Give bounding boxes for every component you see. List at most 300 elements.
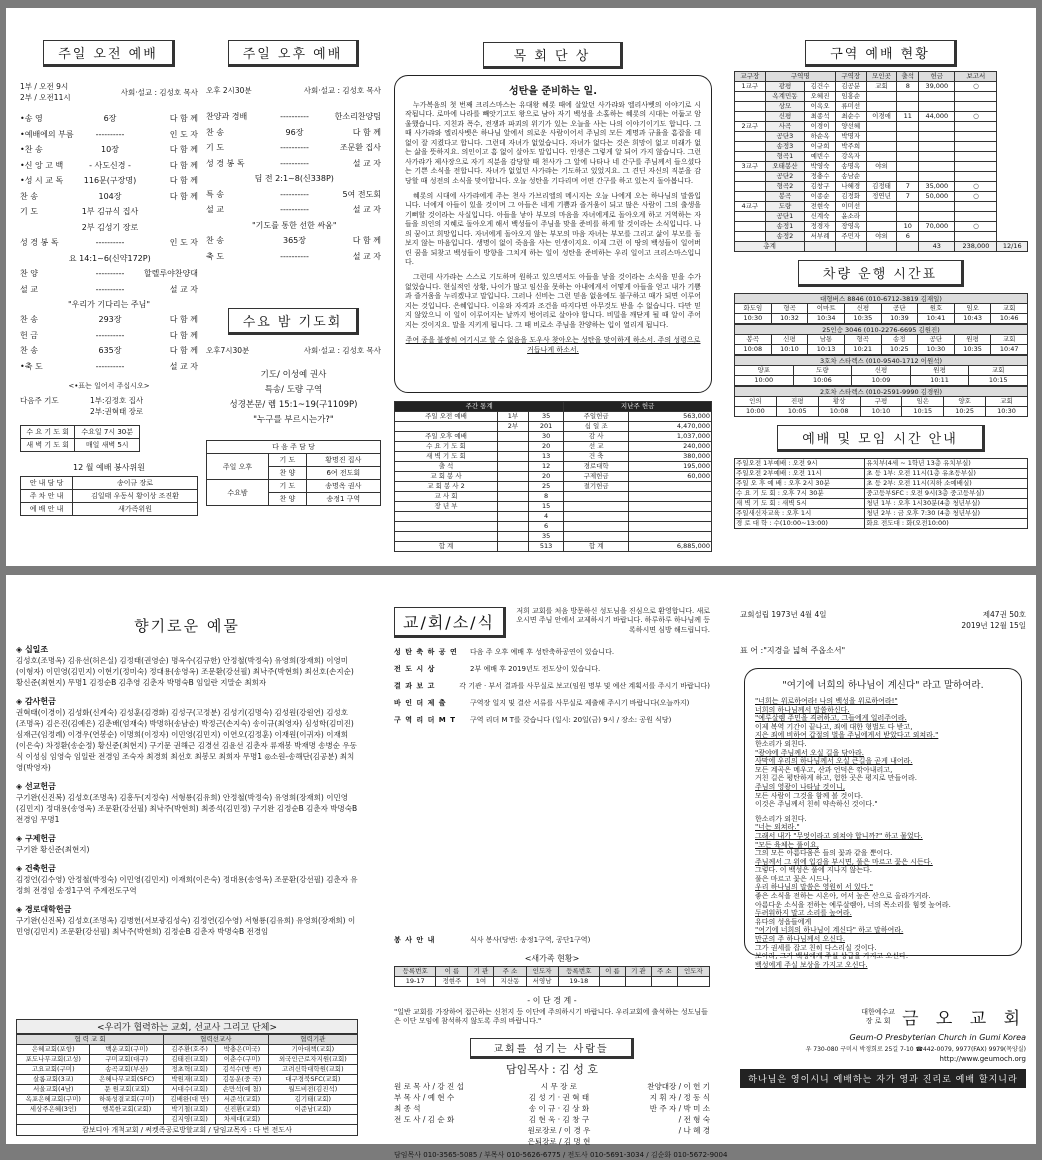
news-title: 교/회/소/식 [394, 607, 506, 638]
bus-stop: 신평 [852, 366, 911, 376]
pastor-column-title: 목 회 단 상 [483, 42, 624, 69]
district-cell [919, 162, 955, 172]
order-item: 기 도 [20, 207, 38, 216]
scripture-line: 주님께서 그 위에 입김을 부시면, 풀은 마르고 꽃은 시든다. [755, 857, 933, 866]
bus-time: 10:21 [844, 345, 881, 355]
district-cell: 정연년 [866, 192, 897, 202]
table-row [395, 492, 712, 502]
stats-cell: 합 계 [395, 542, 498, 552]
bus-stop: 원호 [918, 304, 955, 314]
district-cell [866, 102, 897, 112]
order-item: •송 영 [20, 114, 43, 123]
district-total-cell: 238,000 [955, 242, 997, 252]
staff-cell: / 전 형 숙 [678, 1114, 710, 1124]
staff-cell: 원 로 목 사 / 강 진 섭 [394, 1081, 464, 1091]
district-cell: 형곡2 [765, 182, 805, 192]
stats-cell: 수 요 기 도 회 [395, 442, 498, 452]
wednesday-prayer-leader: 기도/ 이성예 권사 [260, 370, 327, 380]
morning-order-2 [20, 312, 198, 374]
district-cell [919, 132, 955, 142]
scripture-line: 한소리가 외친다. [755, 814, 807, 823]
district-cell: 공단1 [765, 212, 805, 222]
order-leader: 다 함 께 [352, 127, 381, 137]
coop-cell: 김태진(교회) [163, 1055, 215, 1065]
order-leader: 조문환 집사 [339, 143, 381, 152]
order-detail: 딤 전 2:1~8(신338P) [254, 174, 334, 183]
district-cell [955, 152, 997, 162]
table-row [735, 142, 1028, 152]
scripture-line: 두려워하지 말고 소리를 높여라. [755, 909, 852, 918]
news-item-label: 결 과 보 고 [394, 682, 436, 690]
bus-time: 10:08 [735, 345, 772, 355]
scripture-line: 이제 복역 기간이 끝나고, 죄에 대한 형벌도 다 받고, [755, 722, 913, 731]
offering-cell: 1,037,000 [628, 432, 711, 442]
order-row [206, 125, 381, 141]
coop-cell: 김지영(교회) [163, 1115, 215, 1125]
table-header: 주 소 [651, 967, 677, 977]
district-cell: 나혜경 [835, 182, 866, 192]
district-cell: 이경애 [866, 112, 897, 122]
order-item: •예배에의 부름 [20, 129, 74, 139]
district-total-cell [897, 242, 919, 252]
district-cell [897, 162, 919, 172]
district-cell: 김건수 [805, 82, 836, 92]
offering-heading: ◈ 선교헌금 [16, 782, 56, 791]
table-header: 등록번호 [558, 967, 599, 977]
staff-cell: 찬양대장 / 이 헌 기 [647, 1081, 710, 1091]
stats-cell: 4 [528, 512, 563, 522]
order-leader: 다 함 께 [169, 330, 198, 340]
district-column [734, 16, 1028, 558]
district-total-cell [805, 242, 836, 252]
table-header-row [17, 1035, 358, 1045]
stats-cell [498, 472, 529, 482]
stats-cell: 주일 오후 예배 [395, 432, 498, 442]
next-week-prayer: 다음주 기도 1부:김정호 집사 2부:권혁태 장로 [20, 396, 144, 417]
order-item [20, 220, 82, 236]
district-cell [919, 212, 955, 222]
stats-cell: 20 [528, 472, 563, 482]
offering-cell [628, 482, 711, 492]
offering-cell: 240,000 [628, 442, 711, 452]
table-header: 협 력 교 회 [17, 1035, 164, 1045]
district-cell [897, 202, 919, 212]
table-row [735, 232, 1028, 242]
table-row [735, 345, 1028, 355]
bus-route-table [734, 396, 1028, 417]
coop-cell [90, 1115, 163, 1125]
order-detail: ---------- [95, 129, 125, 139]
district-cell: 4교구 [735, 202, 766, 212]
table-row [735, 479, 1028, 489]
newcomer-cell [651, 977, 677, 987]
district-cell: 장영옥 [835, 222, 866, 232]
scripture-line: 모든 계곡은 메우고, 산과 언덕은 깎아내리고, [755, 765, 893, 774]
newcomer-table [394, 966, 710, 987]
district-cell: 신계숙 [805, 212, 836, 222]
coop-cell: 월드비전(김진석) [268, 1085, 357, 1095]
scripture-line: "너는 외쳐라." [755, 823, 800, 832]
district-total-cell: 43 [919, 242, 955, 252]
district-cell: 윤소라 [835, 212, 866, 222]
table-header: 주 소 [494, 967, 526, 977]
district-cell: 전현숙 [805, 202, 836, 212]
district-cell [866, 122, 897, 132]
table-header: 인도자 [526, 967, 558, 977]
next-week-duty-table: 다 음 주 담 당 주일 오후 기 도 황명진 집사 찬 양 6여 전도회 수요밤 기 도 송명옥 권사 찬 양 송정1 구역 [206, 440, 381, 506]
district-cell [735, 152, 766, 162]
district-cell: 김공분 [835, 82, 866, 92]
stats-cell: 출 석 [395, 462, 498, 472]
bus-time: 10:39 [881, 314, 918, 324]
news-item-label: 전 도 시 상 [394, 665, 436, 673]
order-leader: 다 함 께 [352, 236, 381, 245]
stats-cell: 주일 오전 예배 [395, 412, 498, 422]
district-cell: 이경이 [805, 122, 836, 132]
stats-cell [498, 442, 529, 452]
district-cell [919, 142, 955, 152]
district-cell: 류미선 [835, 102, 866, 112]
offering-cell: 합 계 [564, 542, 629, 552]
district-cell: 야외 [866, 232, 897, 242]
district-cell [735, 212, 766, 222]
bus-route-name: 2호차 스타렉스 (010-2591-9990 김경원) [734, 386, 1028, 396]
coop-cell: 행복한교회(교회) [90, 1105, 163, 1115]
bus-route-name: 3호차 스타렉스 (010-9540-1712 이원석) [734, 355, 1028, 365]
news-item-text: 2부 예배 후 2019년도 전도상이 있습니다. [470, 665, 601, 673]
district-total-cell: 12/16 [997, 242, 1028, 252]
schedule-cell: 주일오전 2부예배 : 오전 11시 [735, 469, 865, 479]
table-header: 협력선교사 [163, 1035, 268, 1045]
district-cell: 이미선 [835, 202, 866, 212]
bus-time: 10:15 [902, 407, 944, 417]
scripture-line: 보아라, 그가 백성에게 주실 상급을 가지고 오신다. [755, 952, 909, 961]
offering-cell [564, 492, 629, 502]
bus-time: 10:32 [771, 314, 808, 324]
news-item-text: 다음 주 오후 예배 후 성탄축하공연이 있습니다. [470, 648, 615, 656]
stats-cell [498, 502, 529, 512]
newcomer-cell: 1여 [468, 977, 494, 987]
bus-time: 10:34 [808, 314, 845, 324]
district-cell: 송정3 [765, 142, 805, 152]
morning-preacher: 사회·설교 : 김성호 목사 [120, 87, 198, 97]
scripture-line: 유다의 성읍들에게 [755, 917, 812, 926]
scripture-title: "여기에 너희의 하나님이 계신다" 라고 말하여라. [782, 680, 984, 691]
order-item: 축 도 [206, 251, 224, 261]
stats-cell: 1부 [498, 412, 529, 422]
district-cell: 양선혜 [835, 122, 866, 132]
order-detail: ---------- [280, 143, 309, 152]
order-row [20, 220, 198, 236]
scripture-box [744, 668, 1022, 969]
stats-cell: 201 [528, 422, 563, 432]
bus-stop: 공단 [881, 304, 918, 314]
table-row [17, 1045, 358, 1055]
bus-stop: 양포 [735, 366, 794, 376]
district-cell: 도량 [765, 202, 805, 212]
bus-time: 10:05 [776, 407, 818, 417]
bus-time: 10:13 [808, 345, 845, 355]
bus-stop: 구평 [860, 397, 902, 407]
offering-cell: 주일헌금 [564, 412, 629, 422]
offering-heading: ◈ 십일조 [16, 645, 49, 654]
scripture-line: "너희는 위로하여라! 나의 백성을 위로하여라!" [755, 697, 898, 705]
table-row [395, 532, 712, 542]
prayer-meeting-table: 수 요 기 도 회 수요일 7시 30분 새 벽 기 도 회 매일 새벽 5시 [20, 425, 140, 452]
bus-time: 10:25 [881, 345, 918, 355]
stats-cell: 8 [528, 492, 563, 502]
order-detail: ---------- [280, 205, 309, 214]
bus-time: 10:10 [771, 345, 808, 355]
order-detail: ---------- [95, 284, 125, 294]
district-cell [955, 232, 997, 242]
staff-cell: / 나 혜 경 [678, 1125, 710, 1135]
district-cell [866, 142, 897, 152]
offering-cell: 195,000 [628, 462, 711, 472]
scripture-line: "광야에 주님께서 오실 길을 닦아라. [755, 748, 865, 757]
bus-route-name: 25인승 3046 (010-2276-6695 김원진) [734, 324, 1028, 334]
church-motto: 표 어 :"지경을 넓혀 주옵소서" [740, 646, 846, 655]
district-cell: 김정태 [866, 182, 897, 192]
bus-time: 10:00 [735, 407, 777, 417]
order-item: 찬 송 [20, 315, 38, 324]
staff-row [394, 1103, 710, 1114]
district-cell [866, 172, 897, 182]
coop-cell [17, 1115, 90, 1125]
stats-cell: 13 [528, 452, 563, 462]
district-cell [955, 202, 997, 212]
district-cell [735, 112, 766, 122]
table-row [735, 314, 1028, 324]
schedule-cell: 초 등 2부: 오전 11시(지하 소예배실) [865, 479, 1028, 489]
bus-time: 10:30 [986, 407, 1028, 417]
bus-time: 10:10 [860, 407, 902, 417]
district-cell: 박주희 [835, 142, 866, 152]
district-cell [735, 102, 766, 112]
table-row [395, 542, 712, 552]
offering-cell: 4,470,000 [628, 422, 711, 432]
scripture-line: 지은 죄에 비하여 갑절의 벌을 주님에게서 받았다고 외쳐라." [755, 731, 939, 740]
december-volunteers-table: 안 내 담 당 송이규 장로 주 차 안 내 김일태 우동식 황이상 조진환 예 배 안 내 새가족위원 [20, 476, 198, 516]
order-detail: ---------- [280, 251, 309, 261]
coop-cell: 서대수(교회) [163, 1085, 215, 1095]
table-row [735, 459, 1028, 469]
staff-row [394, 1081, 710, 1092]
coop-cell: 은혜나무교회(SFC) [90, 1075, 163, 1085]
news-column [394, 583, 728, 1159]
district-cell: 옥계민동 [765, 92, 805, 102]
bus-stop: 공단 [918, 335, 955, 345]
stats-cell: 35 [528, 532, 563, 542]
newcomer-cell: 정현주 [436, 977, 468, 987]
table-row [17, 1055, 358, 1065]
offering-list [16, 644, 358, 937]
stats-cell [498, 432, 529, 442]
table-row [17, 1085, 358, 1095]
table-row [395, 522, 712, 532]
staff-phones: 담임목사 010-3565-5085 / 부목사 010-5626-6775 / 전도사 010-5691-3034 / 김순화 010-5672-9004 [394, 1150, 728, 1159]
offering-cell [564, 512, 629, 522]
staff-cell [394, 1136, 504, 1147]
newcomer-cell: 서영남 [526, 977, 558, 987]
district-cell: 70,000 [919, 222, 955, 232]
table-header: 구역장 [835, 72, 866, 82]
district-cell: ○ [955, 182, 997, 192]
table-row [735, 112, 1028, 122]
schedule-cell: 중고등부SFC : 오전 9시(3층 중고등부실) [865, 489, 1028, 499]
district-cell: 주민자 [835, 232, 866, 242]
order-leader [334, 171, 381, 187]
district-cell: 3교구 [735, 162, 766, 172]
bulletin-date: 2019년 12월 15일 [961, 621, 1026, 630]
district-cell: ○ [955, 222, 997, 232]
offering-cell [564, 502, 629, 512]
staff-cell: 김 현 욱 · 김 창 구 [528, 1114, 590, 1124]
cover-column [740, 583, 1026, 1136]
bus-time: 10:11 [910, 376, 969, 386]
stats-cell: 2부 [498, 422, 529, 432]
offering-cell: 6,885,000 [628, 542, 711, 552]
offering-cell: 경로대학 [564, 462, 629, 472]
offering-heading: ◈ 경로대학헌금 [16, 905, 72, 914]
district-cell [897, 132, 919, 142]
order-row [206, 187, 381, 203]
table-row [735, 132, 1028, 142]
district-cell: 서부례 [805, 232, 836, 242]
table-row [735, 212, 1028, 222]
schedule-table [734, 458, 1028, 529]
offering-cell [564, 532, 629, 542]
district-cell [955, 92, 997, 102]
scripture-line: 모든 사람이 그것을 함께 볼 것이다. [755, 791, 864, 800]
order-leader: 할렐루야찬양대 [143, 269, 198, 278]
order-leader: 설 교 자 [169, 361, 198, 371]
order-leader [337, 218, 381, 234]
district-cell [919, 122, 955, 132]
cooperation-title: <우리가 협력하는 교회, 선교사 그리고 단체> [16, 1019, 358, 1034]
morning-order [20, 111, 198, 297]
scripture-line: 만군의 주 하나님께서 오신다. [755, 935, 846, 944]
district-cell [735, 142, 766, 152]
staff-title: 교회를 섬기는 사람들 [470, 1038, 633, 1059]
coop-cell: 하룩성결교회(구미) [90, 1095, 163, 1105]
schedule-title: 예배 및 모임 시간 안내 [777, 425, 985, 452]
coop-cell: 문 원교회(교회) [90, 1085, 163, 1095]
coop-cell: 서준석(교회) [216, 1095, 268, 1105]
stats-cell: 513 [528, 542, 563, 552]
stats-cell: 새 벽 기 도 회 [395, 452, 498, 462]
bulletin-inner-page [6, 8, 1036, 566]
news-item-text: 구역장 일지 및 결산 서류를 사무실로 제출해 주시기 바랍니다(오늘까지) [470, 699, 690, 707]
news-item-text: 구역 리더 M T를 갖습니다 (일시: 20일(금) 9시 / 장소: 공원 식당) [470, 716, 672, 724]
offering-cell [628, 522, 711, 532]
church-website[interactable]: http://www.geumoch.org [939, 1055, 1026, 1063]
bus-time: 10:47 [991, 345, 1028, 355]
order-detail: - 사도신경 - [89, 160, 131, 170]
service-info: 봉 사 안 내 식사 봉사(당번: 송정1구역, 공단1구역) [394, 936, 591, 944]
order-item [206, 171, 255, 187]
district-cell: 하순옥 [805, 132, 836, 142]
scripture-line: 좋은 소식을 전하는 시온아, 어서 높은 산으로 올라가거라. [755, 892, 931, 901]
order-leader: 설 교 자 [169, 284, 198, 294]
stats-cell [498, 482, 529, 492]
coop-cell: 신진환(교회) [216, 1105, 268, 1115]
offering-names: 구기완(신진복) 김성호(조명옥) 김병헌(서보광김성숙) 김정연(김수영) 서형룡(김유희) 유영희(장재희) 이민영(김민지) 조문환(강선필) 최낙주(박현희) 김정순B 김춘자 박명숙B 전경임 [16, 916, 356, 936]
coop-cell: 김배완(대 만) [163, 1095, 215, 1105]
district-cell [955, 212, 997, 222]
table-header-row [735, 72, 1028, 82]
district-cell: 공단2 [765, 172, 805, 182]
order-row [206, 218, 381, 234]
table-row [17, 1115, 358, 1125]
scripture-line: 너희의 하나님께서 말씀하신다. [755, 705, 850, 714]
denomination: 대한예수교 장 로 회 [861, 1007, 895, 1025]
table-row [735, 182, 1028, 192]
order-row [20, 189, 198, 205]
newcomer-cell: 19-17 [395, 977, 436, 987]
order-row [20, 359, 198, 375]
bus-stop: 형곡 [771, 304, 808, 314]
district-cell [866, 152, 897, 162]
district-cell: 박영숙 [805, 162, 836, 172]
order-item: 헌 금 [20, 330, 38, 340]
coop-cell: 손만석(예 첨) [216, 1085, 268, 1095]
schedule-cell: 주일 오 후 예 배 : 오후 2시 30분 [735, 479, 865, 489]
schedule-cell: 경 로 대 학 : 수(10:00~13:00) [735, 519, 865, 529]
order-row [20, 251, 198, 267]
district-cell [919, 92, 955, 102]
district-cell [919, 232, 955, 242]
bus-stop: 황상 [818, 397, 860, 407]
order-item: 성 경 봉 독 [20, 238, 59, 247]
order-item: 기 도 [206, 143, 224, 152]
district-cell: 8 [897, 82, 919, 92]
bus-time: 10:35 [954, 345, 991, 355]
coop-cell: 구미교회(대구) [90, 1055, 163, 1065]
table-header: 보고서 [955, 72, 997, 82]
schedule-cell: 새 벽 기 도 회 : 새벽 5시 [735, 499, 865, 509]
district-title: 구역 예배 현황 [805, 40, 957, 67]
coop-cell: 박충은(미국) [216, 1045, 268, 1055]
district-cell: 2교구 [735, 122, 766, 132]
district-cell [735, 182, 766, 192]
coop-cell: 세상주은혜(3인) [17, 1105, 90, 1115]
staff-cell [614, 1136, 710, 1147]
coop-cell: 박원재(교회) [163, 1075, 215, 1085]
order-detail: 116문(구장명) [83, 176, 137, 185]
coop-cell: 송곡교회(부산) [90, 1065, 163, 1075]
district-cell: 10 [897, 222, 919, 232]
district-cell [955, 122, 997, 132]
offering-heading: ◈ 건축헌금 [16, 864, 56, 873]
stats-cell [498, 522, 529, 532]
pastor-essay-paragraph: 그런데 사가랴는 스스로 기도하며 원하고 있으면서도 아들을 낳을 것이라는 소식을 믿을 수가 없었습니다. 현실적인 상황, 나이가 많고 임신을 못하는 아내에게서 어떻게 아들을 얻고 내가 기쁨과 즐거움을 누리겠냐고 말입니다. 그러나 신비는 그런 믿음 없음에도 불구하고 때가 되면 이루어지는 것입니다. 은혜입니다. 이유와 자격과 조건을 따지다면 아무것도 받을 수 없습니다. 다만 믿지 않았으니 이 일이 이루어지는 날까지 벙어리로 살아야 합니다. 비밀을 깨닫게 될 때 알이 주어지는 것이지요. 말을 지키게 됩니다. 그 때 비로소 주님을 찬양하는 입이 열리게 됩니다. [405, 273, 701, 329]
district-cell [897, 172, 919, 182]
table-row [735, 82, 1028, 92]
table-row [735, 519, 1028, 529]
schedule-cell: 초 등 1부: 오전 11시(1층 유초등부실) [865, 469, 1028, 479]
afternoon-order [206, 109, 381, 264]
offering-cell [628, 492, 711, 502]
offering-cell: 60,000 [628, 472, 711, 482]
bus-time: 10:25 [944, 407, 986, 417]
bus-route-name: 대형버스 8846 (010-6712-3819 김재일) [734, 293, 1028, 303]
order-item: •축 도 [20, 361, 43, 371]
order-leader: 인 도 자 [169, 129, 198, 139]
order-item: 설 교 [20, 284, 38, 294]
news-intro: 저희 교회를 처음 방문하신 성도님을 진심으로 환영합니다. 새로 오시면 주님 안에서 교제하시기 바랍니다. 하루하루 하나님께 등록하시면 심방 해드립니다. [516, 607, 710, 634]
coop-cell: 은혜교회(포항) [17, 1045, 90, 1055]
